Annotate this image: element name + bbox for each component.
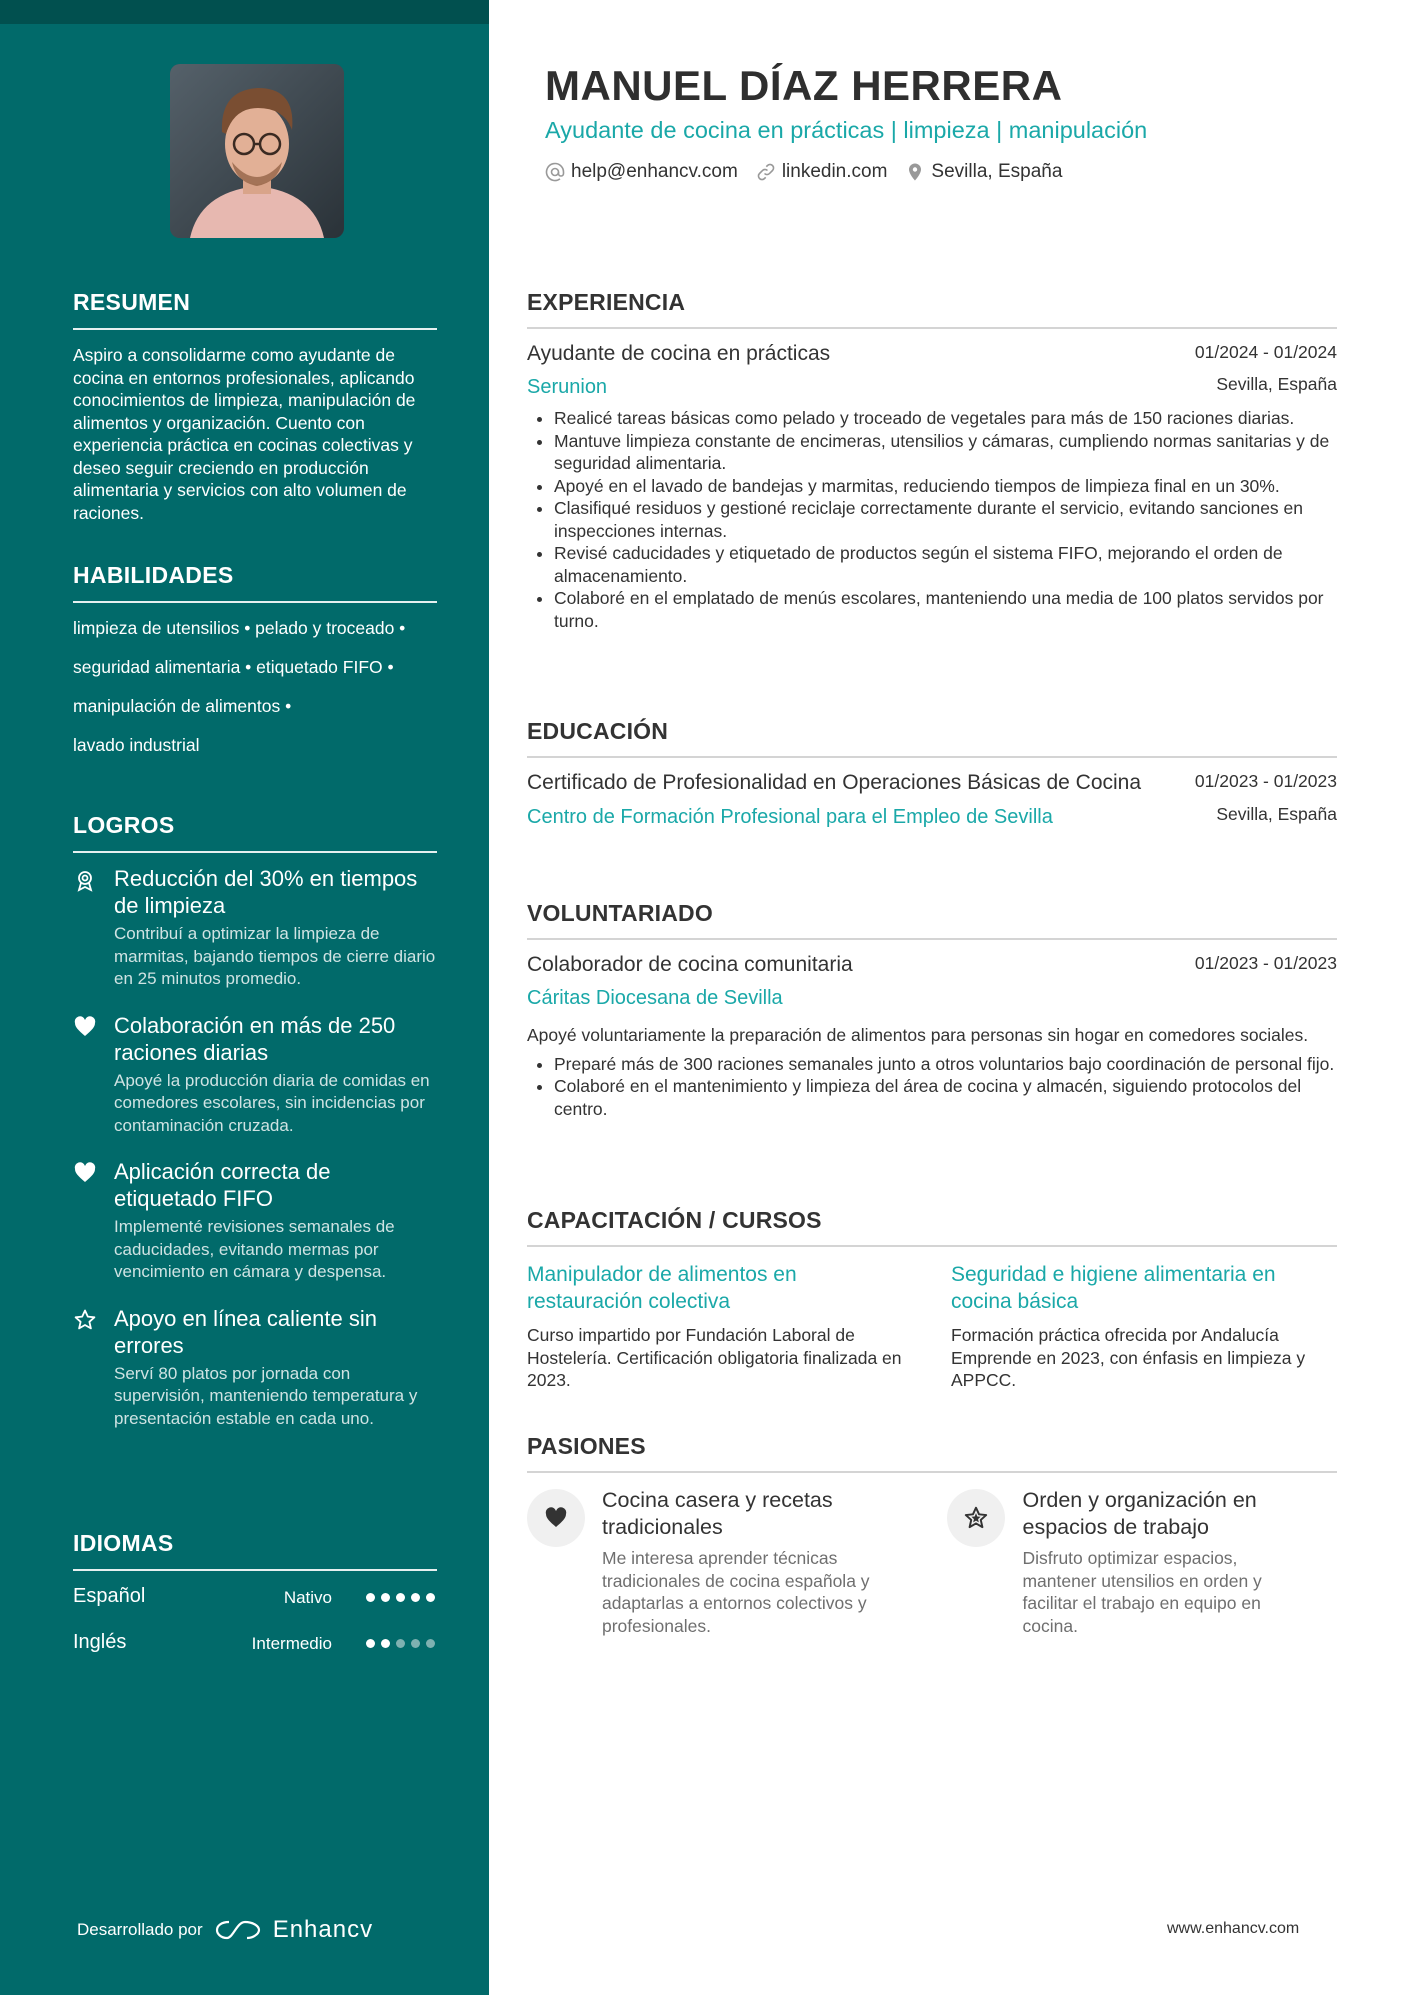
language-level: Nativo bbox=[283, 1588, 332, 1607]
achievements-title: LOGROS bbox=[73, 812, 437, 853]
rating-dot bbox=[411, 1593, 420, 1602]
rating-dot bbox=[426, 1639, 435, 1648]
passion-item bbox=[527, 1487, 947, 1637]
passions-section bbox=[527, 1433, 1337, 1637]
rating-dot bbox=[411, 1639, 420, 1648]
experience-section bbox=[527, 289, 1337, 632]
list-item: • Colaboré en el mantenimiento y limpieza del área de cocina y almacén, siguiendo protocolos del centro. bbox=[554, 1075, 1337, 1120]
sidebar bbox=[0, 0, 489, 1995]
passions-title: PASIONES bbox=[527, 1433, 1337, 1473]
list-item: • Apoyé en el lavado de bandejas y marmitas, reduciendo tiempos de limpieza final en un 30%. bbox=[554, 475, 1337, 498]
achievement-item bbox=[73, 865, 437, 991]
language-name: Español bbox=[73, 1585, 146, 1607]
list-item: • Clasifiqué residuos y gestioné reciclaje correctamente durante el servicio, evitando sanciones en inspecciones internas. bbox=[554, 497, 1337, 542]
heart-icon bbox=[73, 1015, 97, 1039]
summary-title: RESUMEN bbox=[73, 289, 437, 330]
passion-item bbox=[947, 1487, 1337, 1637]
course-desc: Curso impartido por Fundación Laboral de Hostelería. Certificación obligatoria finalizada en 2023. bbox=[527, 1325, 902, 1390]
language-row bbox=[73, 1625, 437, 1671]
medal-icon bbox=[73, 868, 97, 892]
email-text: help@enhancv.com bbox=[571, 161, 738, 182]
location-text: Sevilla, España bbox=[931, 161, 1063, 182]
achievement-desc: Apoyé la producción diaria de comidas en comedores escolares, sin incidencias por contaminación cruzada. bbox=[114, 1070, 430, 1135]
link-icon bbox=[756, 162, 776, 182]
candidate-name: MANUEL DÍAZ HERRERA bbox=[545, 62, 1063, 109]
volunteer-desc: Apoyé voluntariamente la preparación de alimentos para personas sin hogar en comedores sociales. bbox=[527, 1025, 1309, 1045]
rating-dot bbox=[381, 1593, 390, 1602]
volunteer-org: Cáritas Diocesana de Sevilla bbox=[527, 987, 783, 1009]
skills-list bbox=[73, 615, 437, 771]
headline: Ayudante de cocina en prácticas | limpieza | manipulación bbox=[545, 117, 1148, 143]
list-item: • Preparé más de 300 raciones semanales junto a otros voluntarios bajo coordinación de personal fijo. bbox=[554, 1053, 1337, 1076]
passion-desc: Disfruto optimizar espacios, mantener utensilios en orden y facilitar el trabajo en equipo en cocina. bbox=[1022, 1548, 1262, 1636]
enhancv-logo-text: Enhancv bbox=[272, 1916, 374, 1943]
achievements-section bbox=[73, 812, 437, 1451]
passion-title: Cocina casera y recetas tradicionales bbox=[602, 1488, 833, 1539]
rating-dot bbox=[426, 1593, 435, 1602]
achievement-item bbox=[73, 1012, 437, 1138]
course-desc: Formación práctica ofrecida por Andalucía Emprende en 2023, con énfasis en limpieza y APPCC. bbox=[951, 1325, 1306, 1390]
powered-by bbox=[77, 1916, 373, 1944]
language-rating bbox=[366, 1593, 435, 1602]
volunteer-section bbox=[527, 900, 1337, 1120]
list-item: • Mantuve limpieza constante de encimeras, utensilios y cámaras, cumpliendo normas sanitarias y de seguridad alimentaria. bbox=[554, 430, 1337, 475]
volunteer-dates: 01/2023 - 01/2023 bbox=[1194, 953, 1337, 973]
achievement-title: Aplicación correcta de etiquetado FIFO bbox=[114, 1159, 331, 1211]
list-item: • Revisé caducidades y etiquetado de productos según el sistema FIFO, mejorando el orden de almacenamiento. bbox=[554, 542, 1337, 587]
degree-title: Certificado de Profesionalidad en Operaciones Básicas de Cocina bbox=[527, 771, 1142, 794]
volunteer-title: VOLUNTARIADO bbox=[527, 900, 1337, 940]
achievement-item bbox=[73, 1158, 437, 1284]
course-item bbox=[527, 1261, 951, 1392]
skills-section bbox=[73, 562, 437, 771]
course-title: Manipulador de alimentos en restauración colectiva bbox=[527, 1263, 797, 1313]
job-dates: 01/2024 - 01/2024 bbox=[1194, 342, 1337, 362]
language-row bbox=[73, 1579, 437, 1625]
languages-section bbox=[73, 1530, 437, 1671]
job-location: Sevilla, España bbox=[1216, 374, 1337, 394]
achievement-desc: Contribuí a optimizar la limpieza de marmitas, bajando tiempos de cierre diario en 25 minutos promedio. bbox=[114, 924, 436, 988]
achievement-title: Colaboración en más de 250 raciones diarias bbox=[114, 1012, 396, 1065]
courses-section bbox=[527, 1207, 1337, 1392]
location-pin-icon bbox=[905, 162, 925, 182]
heart-icon bbox=[544, 1506, 568, 1530]
job-title: Ayudante de cocina en prácticas bbox=[527, 342, 831, 365]
education-dates: 01/2023 - 01/2023 bbox=[1194, 771, 1337, 791]
experience-title: EXPERIENCIA bbox=[527, 289, 1337, 329]
language-rating bbox=[366, 1639, 435, 1648]
list-item: • Colaboré en el emplatado de menús escolares, manteniendo una media de 100 platos servidos por turno. bbox=[554, 587, 1337, 632]
education-title: EDUCACIÓN bbox=[527, 718, 1337, 758]
experience-bullets bbox=[527, 407, 1337, 632]
language-level: Intermedio bbox=[251, 1634, 332, 1653]
passion-desc: Me interesa aprender técnicas tradicionales de cocina española y adaptarlas a entornos colectivos y profesionales. bbox=[602, 1548, 870, 1636]
course-title: Seguridad e higiene alimentaria en cocina básica bbox=[951, 1263, 1276, 1313]
achievement-desc: Serví 80 platos por jornada con supervisión, manteniendo temperatura y presentación estable en cada uno. bbox=[114, 1363, 418, 1428]
languages-title: IDIOMAS bbox=[73, 1530, 437, 1571]
profile-photo bbox=[170, 64, 344, 238]
skill-line: lavado industrial bbox=[73, 735, 200, 755]
course-item bbox=[951, 1261, 1337, 1392]
rating-dot bbox=[366, 1639, 375, 1648]
rating-dot bbox=[396, 1593, 405, 1602]
education-section bbox=[527, 718, 1337, 831]
linkedin-text: linkedin.com bbox=[781, 161, 888, 182]
star-icon bbox=[73, 1308, 97, 1332]
skill-line: seguridad alimentaria • etiquetado FIFO • bbox=[73, 657, 394, 677]
summary-section bbox=[73, 289, 437, 524]
passion-title: Orden y organización en espacios de trabajo bbox=[1022, 1488, 1257, 1539]
contact-linkedin[interactable] bbox=[756, 161, 888, 183]
sidebar-top-strip bbox=[0, 0, 489, 24]
star-icon bbox=[963, 1505, 989, 1531]
volunteer-role: Colaborador de cocina comunitaria bbox=[527, 953, 853, 976]
skill-line: manipulación de alimentos • bbox=[73, 696, 292, 716]
skill-line: limpieza de utensilios • pelado y troceado • bbox=[73, 618, 406, 638]
enhancv-logo-icon bbox=[215, 1918, 261, 1942]
skills-title: HABILIDADES bbox=[73, 562, 437, 603]
volunteer-bullets bbox=[527, 1053, 1337, 1121]
achievement-desc: Implementé revisiones semanales de caducidades, evitando mermas por vencimiento en cámara y despensa. bbox=[114, 1217, 395, 1281]
powered-by-label: Desarrollado por bbox=[77, 1920, 203, 1939]
summary-text: Aspiro a consolidarme como ayudante de cocina en entornos profesionales, aplicando conocimientos de limpieza, manipulación de alimentos y organización. Cuento con experiencia práctica en cocinas colectivas y deseo seguir creciendo en producción alimentaria y servicios con alto volumen de raciones. bbox=[73, 345, 416, 523]
school-location: Sevilla, España bbox=[1216, 804, 1337, 824]
contact-email[interactable] bbox=[545, 161, 738, 183]
rating-dot bbox=[366, 1593, 375, 1602]
list-item: • Realicé tareas básicas como pelado y troceado de vegetales para más de 150 raciones diarias. bbox=[554, 407, 1337, 430]
at-icon bbox=[545, 162, 565, 182]
language-name: Inglés bbox=[73, 1631, 127, 1653]
achievement-title: Reducción del 30% en tiempos de limpieza bbox=[114, 866, 418, 918]
rating-dot bbox=[396, 1639, 405, 1648]
achievement-item bbox=[73, 1305, 437, 1431]
school-name: Centro de Formación Profesional para el Empleo de Sevilla bbox=[527, 806, 1053, 828]
heart-icon bbox=[73, 1161, 97, 1185]
achievement-title: Apoyo en línea caliente sin errores bbox=[114, 1305, 377, 1358]
rating-dot bbox=[381, 1639, 390, 1648]
courses-title: CAPACITACIÓN / CURSOS bbox=[527, 1207, 1337, 1247]
footer-url[interactable]: www.enhancv.com bbox=[1167, 1920, 1300, 1937]
contact-info bbox=[545, 161, 1062, 183]
contact-location bbox=[905, 161, 1062, 183]
company-name: Serunion bbox=[527, 376, 608, 398]
